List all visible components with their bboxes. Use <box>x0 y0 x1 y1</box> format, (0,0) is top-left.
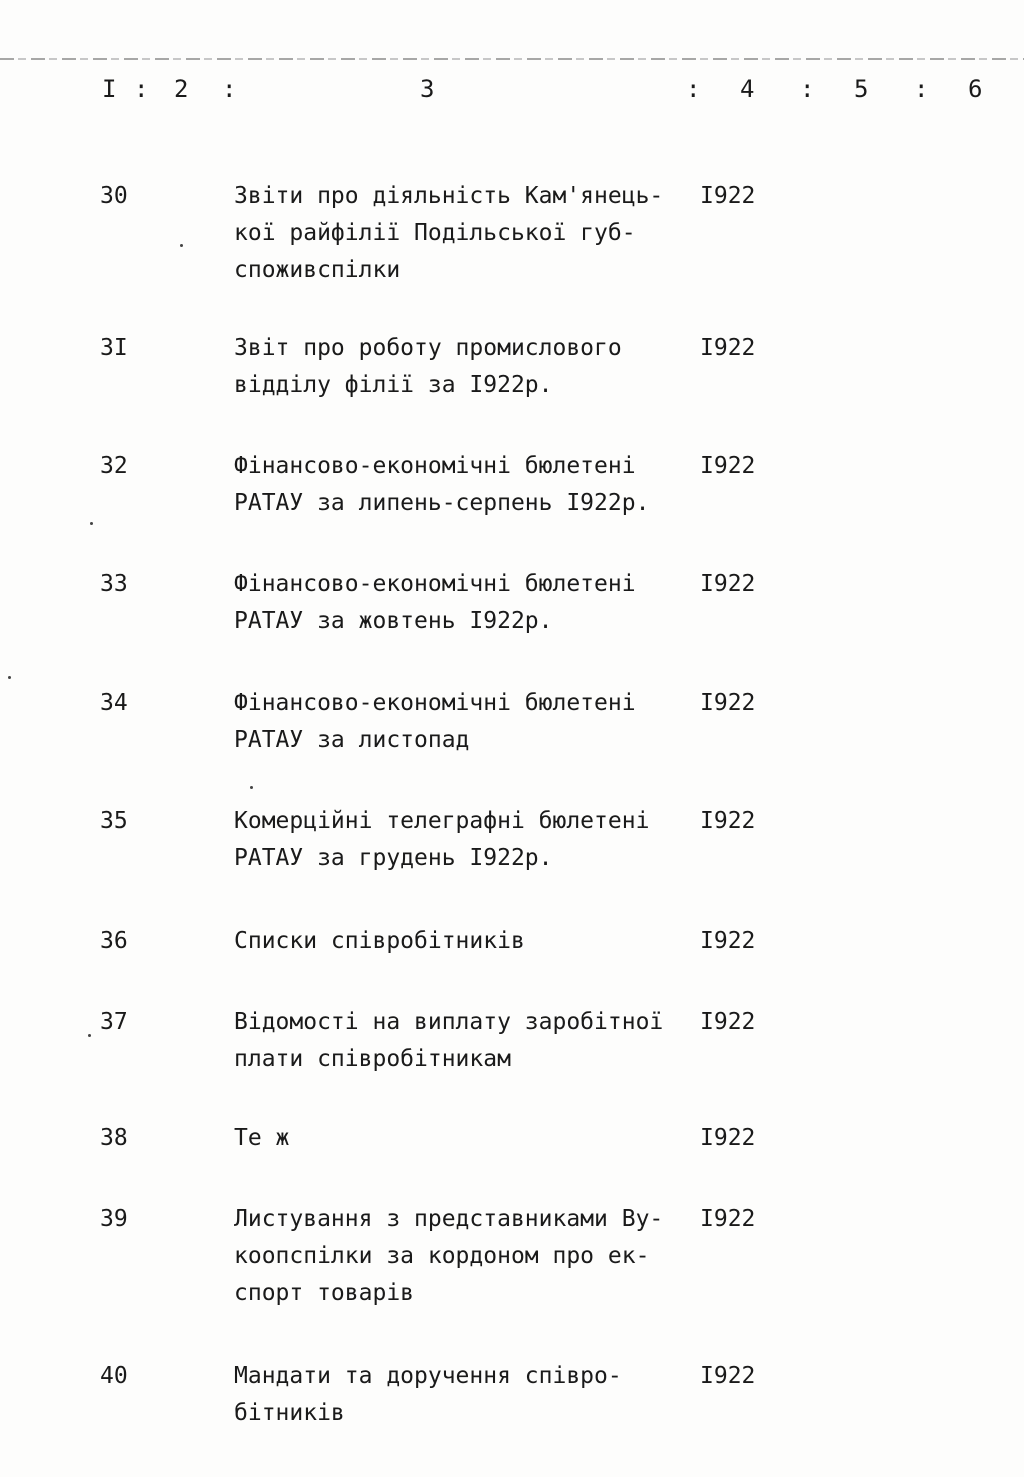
entry-description <box>234 178 694 289</box>
paper-speck <box>90 522 93 525</box>
paper-speck <box>250 786 253 789</box>
column-number-2: 2 <box>174 75 189 103</box>
entry-description <box>234 803 694 877</box>
description-line: спорт товарів <box>234 1280 415 1306</box>
header-rule <box>0 58 1024 60</box>
description-line: Відомості на виплату заробітної <box>234 1009 664 1035</box>
entry-year: I922 <box>700 1125 756 1151</box>
entry-number: 40 <box>100 1363 128 1389</box>
entry-number: 34 <box>100 690 128 716</box>
entry-year: I922 <box>700 808 756 834</box>
description-line: Звіти про діяльність Кам'янець- <box>234 183 664 209</box>
column-number-1: I <box>102 75 117 103</box>
entry-description <box>234 330 694 404</box>
entry-number: 32 <box>100 453 128 479</box>
column-number-4: 4 <box>740 75 755 103</box>
entry-year: I922 <box>700 1206 756 1232</box>
entry-number: 33 <box>100 571 128 597</box>
entry-description <box>234 1004 694 1078</box>
description-line: РАТАУ за липень-серпень I922р. <box>234 490 650 516</box>
entry-year: I922 <box>700 453 756 479</box>
description-line: Фінансово-економічні бюлетені <box>234 690 636 716</box>
column-separator: : <box>914 75 929 103</box>
column-separator: : <box>800 75 815 103</box>
entry-number: 37 <box>100 1009 128 1035</box>
entry-description <box>234 923 694 960</box>
paper-speck <box>180 244 183 247</box>
column-number-5: 5 <box>854 75 869 103</box>
entry-number: 35 <box>100 808 128 834</box>
column-separator: : <box>686 75 701 103</box>
column-separator: : <box>222 75 237 103</box>
column-number-3: 3 <box>420 75 435 103</box>
entry-number: 36 <box>100 928 128 954</box>
entry-year: I922 <box>700 928 756 954</box>
column-number-6: 6 <box>968 75 983 103</box>
description-line: бітників <box>234 1400 345 1426</box>
entry-number: 30 <box>100 183 128 209</box>
description-line: Звіт про роботу промислового <box>234 335 622 361</box>
entry-number: 3I <box>100 335 128 361</box>
description-line: Мандати та доручення співро- <box>234 1363 622 1389</box>
entry-description <box>234 1120 694 1157</box>
paper-speck <box>8 676 11 679</box>
entry-year: I922 <box>700 1363 756 1389</box>
entry-description <box>234 685 694 759</box>
entry-year: I922 <box>700 690 756 716</box>
entry-description <box>234 1358 694 1432</box>
entry-year: I922 <box>700 335 756 361</box>
entry-description <box>234 566 694 640</box>
description-line: плати співробітникам <box>234 1046 511 1072</box>
column-separator: : <box>134 75 149 103</box>
entry-description <box>234 1201 694 1312</box>
description-line: Листування з представниками Ву- <box>234 1206 664 1232</box>
description-line: РАТАУ за жовтень I922р. <box>234 608 553 634</box>
entry-year: I922 <box>700 183 756 209</box>
entry-year: I922 <box>700 571 756 597</box>
entry-year: I922 <box>700 1009 756 1035</box>
paper-speck <box>88 1034 91 1037</box>
column-header-row <box>0 74 1024 104</box>
description-line: відділу філії за I922р. <box>234 372 553 398</box>
entry-number: 39 <box>100 1206 128 1232</box>
description-line: РАТАУ за грудень I922р. <box>234 845 553 871</box>
entry-description <box>234 448 694 522</box>
description-line: Те ж <box>234 1125 290 1151</box>
description-line: кої райфілії Подільської губ- <box>234 220 636 246</box>
description-line: споживспілки <box>234 257 401 283</box>
description-line: Комерційні телеграфні бюлетені <box>234 808 650 834</box>
entry-number: 38 <box>100 1125 128 1151</box>
description-line: коопспілки за кордоном про ек- <box>234 1243 650 1269</box>
description-line: Фінансово-економічні бюлетені <box>234 571 636 597</box>
description-line: Списки співробітників <box>234 928 525 954</box>
description-line: РАТАУ за листопад <box>234 727 470 753</box>
description-line: Фінансово-економічні бюлетені <box>234 453 636 479</box>
